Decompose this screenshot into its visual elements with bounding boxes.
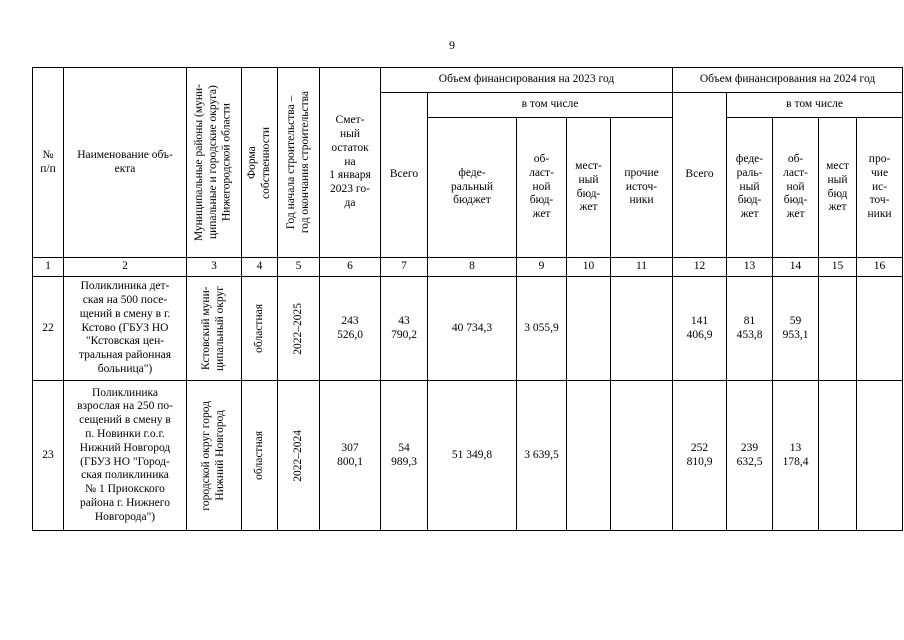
financing-table [32, 67, 903, 531]
local-2023-cell [567, 381, 611, 531]
column-number: 6 [320, 258, 381, 277]
header-local-2023: мест- ный бюд- жет [567, 118, 611, 258]
column-number: 15 [819, 258, 857, 277]
header-balance: Смет- ный остаток на 1 января 2023 го- да [320, 68, 381, 258]
regional-2024-cell: 59 953,1 [773, 277, 819, 381]
years-cell [278, 277, 320, 381]
column-number: 16 [857, 258, 903, 277]
other-2024-cell [857, 277, 903, 381]
district-cell [187, 381, 242, 531]
object-name: Поликлиника взрослая на 250 по- сещений в смену в п. Новинки г.о.г. Нижний Новгород (ГБУЗ НО "Город- ская поликлиника № 1 Приокского района г. Нижнего Новгорода") [64, 381, 187, 531]
header-local-2024: мест ный бюд жет [819, 118, 857, 258]
header-regional-2024: об- ласт- ной бюд- жет [773, 118, 819, 258]
years-text: 2022–2025 [291, 302, 304, 355]
district-cell [187, 277, 242, 381]
header-total-2024: Всего [673, 93, 727, 258]
column-number: 4 [242, 258, 278, 277]
balance-cell: 243 526,0 [320, 277, 381, 381]
column-number: 3 [187, 258, 242, 277]
header-name: Наименование объ- екта [64, 68, 187, 258]
years-cell [278, 381, 320, 531]
ownership-text: областная [252, 431, 265, 480]
column-number: 14 [773, 258, 819, 277]
header-regional-2023: об- ласт- ной бюд- жет [517, 118, 567, 258]
header-federal-2023: феде- ральный бюджет [428, 118, 517, 258]
federal-2023-cell: 51 349,8 [428, 381, 517, 531]
years-text: 2022–2024 [291, 429, 304, 482]
column-number: 9 [517, 258, 567, 277]
header-district-text: Муниципальные районы (муни- ципальные и городские округа) Нижегородской области [193, 83, 233, 242]
header-incl-2024: в том числе [727, 93, 903, 118]
row-num: 22 [33, 277, 64, 381]
column-number-row [33, 258, 903, 277]
regional-2023-cell: 3 639,5 [517, 381, 567, 531]
header-ownership [242, 68, 278, 258]
district-text: Кстовский муни- ципальный округ [200, 286, 226, 371]
district-text: городской округ город Нижний Новгород [200, 400, 226, 511]
column-number: 8 [428, 258, 517, 277]
page-number: 9 [449, 38, 455, 52]
header-federal-2024: феде- раль- ный бюд- жет [727, 118, 773, 258]
column-number: 1 [33, 258, 64, 277]
header-row-1 [33, 68, 903, 93]
local-2023-cell [567, 277, 611, 381]
other-2023-cell [611, 277, 673, 381]
table-row [33, 277, 903, 381]
federal-2024-cell: 81 453,8 [727, 277, 773, 381]
federal-2023-cell: 40 734,3 [428, 277, 517, 381]
other-2023-cell [611, 381, 673, 531]
header-fin-2024: Объем финансирования на 2024 год [673, 68, 903, 93]
column-number: 11 [611, 258, 673, 277]
object-name: Поликлиника дет- ская на 500 посе- щений в смену в г. Кстово (ГБУЗ НО "Кстовская цен- тральная районная больница") [64, 277, 187, 381]
regional-2023-cell: 3 055,9 [517, 277, 567, 381]
balance-cell: 307 800,1 [320, 381, 381, 531]
header-other-2024: про- чие ис- точ- ники [857, 118, 903, 258]
header-fin-2023: Объем финансирования на 2023 год [381, 68, 673, 93]
column-number: 2 [64, 258, 187, 277]
column-number: 10 [567, 258, 611, 277]
table-row [33, 381, 903, 531]
header-years-text: Год начала строительства – год окончания строительства [284, 91, 311, 234]
ownership-cell [242, 381, 278, 531]
regional-2024-cell: 13 178,4 [773, 381, 819, 531]
ownership-text: областная [252, 304, 265, 353]
header-total-2023: Всего [381, 93, 428, 258]
total-2024-cell: 141 406,9 [673, 277, 727, 381]
ownership-cell [242, 277, 278, 381]
federal-2024-cell: 239 632,5 [727, 381, 773, 531]
column-number: 12 [673, 258, 727, 277]
column-number: 5 [278, 258, 320, 277]
header-years [278, 68, 320, 258]
total-2023-cell: 43 790,2 [381, 277, 428, 381]
total-2024-cell: 252 810,9 [673, 381, 727, 531]
header-district [187, 68, 242, 258]
row-num: 23 [33, 381, 64, 531]
column-number: 7 [381, 258, 428, 277]
column-number: 13 [727, 258, 773, 277]
header-other-2023: прочие источ- ники [611, 118, 673, 258]
total-2023-cell: 54 989,3 [381, 381, 428, 531]
other-2024-cell [857, 381, 903, 531]
header-ownership-text: Форма собственности [245, 126, 272, 199]
header-num: № п/п [33, 68, 64, 258]
local-2024-cell [819, 381, 857, 531]
local-2024-cell [819, 277, 857, 381]
header-incl-2023: в том числе [428, 93, 673, 118]
